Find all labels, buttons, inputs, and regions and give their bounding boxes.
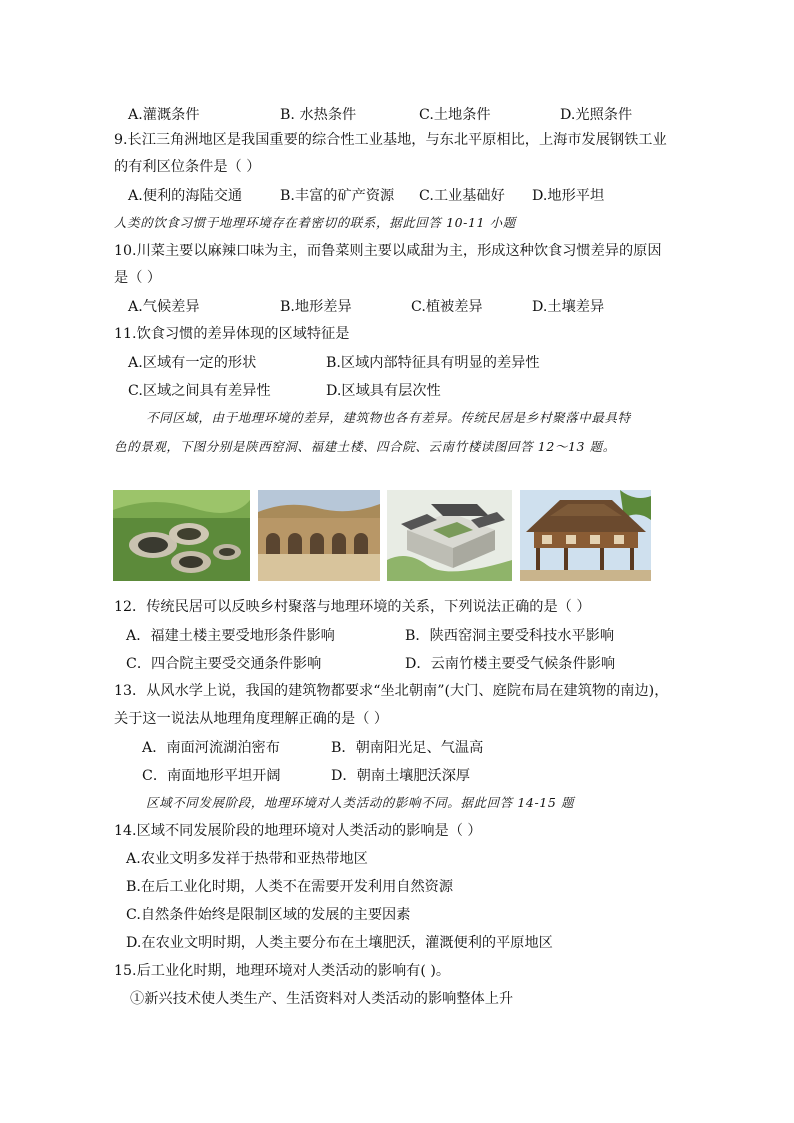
q10-stem-line1: 10.川菜主要以麻辣口味为主，而鲁菜则主要以咸甜为主，形成这种饮食习惯差异的原因	[114, 243, 662, 259]
q10-option-d: D.土壤差异	[532, 299, 605, 315]
q12-option-a: A．福建土楼主要受地形条件影响	[126, 628, 335, 644]
q8-option-c: C.土地条件	[419, 107, 491, 123]
intro-12-13-line2: 色的景观，下图分别是陕西窑洞、福建土楼、四合院、云南竹楼读图回答 12～13 题。	[114, 439, 616, 454]
q13-option-b: B．朝南阳光足、气温高	[331, 740, 484, 756]
q10-option-b: B.地形差异	[280, 299, 352, 315]
intro-12-13-line1: 不同区域，由于地理环境的差异，建筑物也各有差异。传统民居是乡村聚落中最具特	[146, 410, 631, 425]
q13-stem-line2: 关于这一说法从地理角度理解正确的是（ ）	[114, 711, 389, 727]
yunnan-bamboo-house-photo	[520, 490, 651, 581]
q13-option-d: D．朝南土壤肥沃深厚	[331, 768, 471, 784]
siheyuan-photo	[387, 490, 512, 581]
q10-option-c: C.植被差异	[411, 299, 483, 315]
q13-option-c: C．南面地形平坦开阔	[142, 768, 281, 784]
q8-option-d: D.光照条件	[560, 107, 633, 123]
q14-option-c: C.自然条件始终是限制区域的发展的主要因素	[126, 907, 411, 923]
q11-option-d: D.区域具有层次性	[326, 383, 441, 399]
q14-option-a: A.农业文明多发祥于热带和亚热带地区	[126, 851, 368, 867]
q14-option-d: D.在农业文明时期，人类主要分布在土壤肥沃，灌溉便利的平原地区	[126, 935, 553, 951]
q11-option-c: C.区域之间具有差异性	[128, 383, 271, 399]
q9-option-a: A.便利的海陆交通	[128, 188, 243, 204]
q9-option-c: C.工业基础好	[419, 188, 505, 204]
q8-option-a: A.灌溉条件	[128, 107, 200, 123]
q11-option-b: B.区域内部特征具有明显的差异性	[326, 355, 540, 371]
shaanxi-yaodong-photo	[258, 490, 380, 581]
q10-option-a: A.气候差异	[128, 299, 200, 315]
q8-option-b: B. 水热条件	[280, 107, 357, 123]
q12-option-d: D．云南竹楼主要受气候条件影响	[405, 656, 616, 672]
q11-stem: 11.饮食习惯的差异体现的区域特征是	[114, 326, 350, 342]
q12-stem: 12．传统民居可以反映乡村聚落与地理环境的关系，下列说法正确的是（ ）	[114, 599, 591, 615]
q9-option-d: D.地形平坦	[532, 188, 605, 204]
q13-stem-line1: 13．从风水学上说，我国的建筑物都要求“坐北朝南”(大门、庭院布局在建筑物的南边)，	[114, 683, 669, 699]
intro-10-11: 人类的饮食习惯于地理环境存在着密切的联系，据此回答 10-11 小题	[114, 215, 516, 230]
q14-option-b: B.在后工业化时期，人类不在需要开发利用自然资源	[126, 879, 454, 895]
intro-14-15: 区域不同发展阶段，地理环境对人类活动的影响不同。据此回答 14-15 题	[146, 795, 575, 810]
q13-option-a: A．南面河流湖泊密布	[142, 740, 280, 756]
q12-option-b: B．陕西窑洞主要受科技水平影响	[405, 628, 615, 644]
q15-stem: 15.后工业化时期，地理环境对人类活动的影响有( )。	[114, 963, 451, 979]
q9-option-b: B.丰富的矿产资源	[280, 188, 395, 204]
q14-stem: 14.区域不同发展阶段的地理环境对人类活动的影响是（ ）	[114, 823, 482, 839]
q10-stem-line2: 是（ ）	[114, 270, 162, 286]
q9-stem-line1: 9.长江三角洲地区是我国重要的综合性工业基地，与东北平原相比，上海市发展钢铁工业	[114, 132, 667, 148]
q9-stem-line2: 的有利区位条件是（ ）	[114, 159, 261, 175]
fujian-tulou-photo	[113, 490, 250, 581]
q11-option-a: A.区域有一定的形状	[128, 355, 257, 371]
q12-option-c: C．四合院主要受交通条件影响	[126, 656, 322, 672]
q15-item-1: ①新兴技术使人类生产、生活资料对人类活动的影响整体上升	[130, 991, 514, 1007]
